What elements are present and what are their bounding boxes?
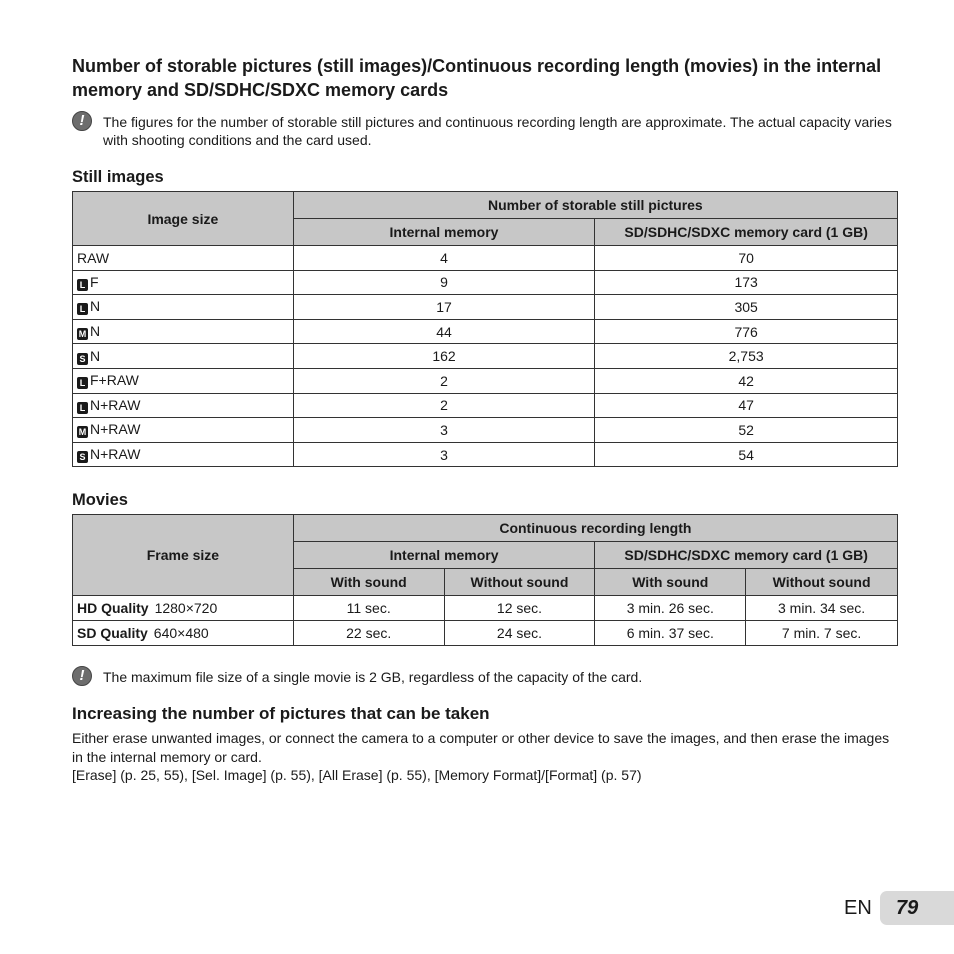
card-with-sound-cell: 3 min. 26 sec. <box>595 596 746 621</box>
card-with-sound-header: With sound <box>595 569 746 596</box>
quality-label: HD Quality <box>77 600 149 616</box>
table-row <box>73 368 898 393</box>
size-badge-icon: S <box>77 353 88 365</box>
capacity-note-text: The figures for the number of storable still pictures and continuous recording length are approximate. The actual capacity varies with shooting conditions and the card used. <box>103 114 892 148</box>
size-badge-icon: L <box>77 303 88 315</box>
recording-length-header: Continuous recording length <box>293 515 897 542</box>
image-size-cell <box>73 344 294 369</box>
internal-without-sound-cell: 12 sec. <box>444 596 595 621</box>
image-size-cell <box>73 442 294 467</box>
card-count-cell: 52 <box>595 418 898 443</box>
image-size-label: N <box>90 323 101 340</box>
table-row <box>73 295 898 320</box>
image-size-label: N <box>90 347 101 364</box>
caution-icon: ! <box>72 111 92 131</box>
internal-count-cell: 44 <box>293 319 595 344</box>
image-size-cell <box>73 270 294 295</box>
image-size-cell <box>73 418 294 443</box>
internal-count-cell: 3 <box>293 418 595 443</box>
internal-without-sound-cell: 24 sec. <box>444 621 595 646</box>
size-badge-icon: M <box>78 329 87 340</box>
increasing-pictures-body: Either erase unwanted images, or connect the camera to a computer or other device to save the images, and then erase the images in the internal memory or card. <box>72 730 890 765</box>
still-images-table <box>72 191 898 467</box>
card-count-cell: 776 <box>595 319 898 344</box>
memory-card-header: SD/SDHC/SDXC memory card (1 GB) <box>595 542 898 569</box>
internal-without-sound-header: Without sound <box>444 569 595 596</box>
image-size-label: N+RAW <box>90 446 141 463</box>
card-with-sound-cell: 6 min. 37 sec. <box>595 621 746 646</box>
size-badge-icon: L <box>77 402 88 414</box>
card-count-cell: 54 <box>595 442 898 467</box>
internal-count-cell: 162 <box>293 344 595 369</box>
resolution-label: 640×480 <box>153 625 209 641</box>
size-badge-icon: S <box>77 451 88 463</box>
table-row <box>73 246 898 271</box>
internal-with-sound-cell: 11 sec. <box>293 596 444 621</box>
card-without-sound-header: Without sound <box>746 569 898 596</box>
table-row <box>73 596 898 621</box>
image-size-cell <box>73 368 294 393</box>
internal-memory-header: Internal memory <box>293 219 595 246</box>
language-label: EN <box>844 897 872 919</box>
internal-count-cell: 17 <box>293 295 595 320</box>
internal-with-sound-cell: 22 sec. <box>293 621 444 646</box>
image-size-cell <box>73 319 294 344</box>
image-size-label: N+RAW <box>90 396 141 413</box>
table-row <box>73 442 898 467</box>
card-count-cell: 2,753 <box>595 344 898 369</box>
quality-label: SD Quality <box>77 625 148 641</box>
movies-table <box>72 514 898 646</box>
internal-count-cell: 2 <box>293 393 595 418</box>
card-count-cell: 305 <box>595 295 898 320</box>
internal-count-cell: 3 <box>293 442 595 467</box>
image-size-label: N <box>90 298 101 315</box>
table-row <box>73 621 898 646</box>
menu-references: [Erase] (p. 25, 55), [Sel. Image] (p. 55), [All Erase] (p. 55), [Memory Format]/[Format] (p. 57) <box>72 767 642 783</box>
frame-size-cell <box>73 596 294 621</box>
frame-size-header: Frame size <box>73 515 294 596</box>
card-count-cell: 173 <box>595 270 898 295</box>
card-count-cell: 70 <box>595 246 898 271</box>
image-size-cell <box>73 393 294 418</box>
page-number: 79 <box>880 891 954 925</box>
caution-icon: ! <box>72 666 92 686</box>
card-without-sound-cell: 3 min. 34 sec. <box>746 596 898 621</box>
page-heading: Number of storable pictures (still images)/Continuous recording length (movies) in the internal memory and SD/SDHC/SDXC memory cards <box>72 56 882 100</box>
frame-size-cell <box>73 621 294 646</box>
capacity-note <box>72 113 902 149</box>
increasing-pictures-heading: Increasing the number of pictures that can be taken <box>72 704 490 723</box>
table-row <box>73 393 898 418</box>
filesize-note-text: The maximum file size of a single movie is 2 GB, regardless of the capacity of the card. <box>103 669 643 685</box>
size-badge-icon: M <box>78 427 87 438</box>
image-size-cell <box>73 246 294 271</box>
image-size-label: N+RAW <box>90 421 141 438</box>
resolution-label: 1280×720 <box>154 600 218 616</box>
image-size-label: F <box>90 273 99 290</box>
internal-with-sound-header: With sound <box>293 569 444 596</box>
filesize-note <box>72 668 902 686</box>
still-images-title: Still images <box>72 168 164 186</box>
size-badge-icon: L <box>77 279 88 291</box>
table-row <box>73 344 898 369</box>
image-size-header: Image size <box>73 192 294 246</box>
storable-pictures-header: Number of storable still pictures <box>293 192 897 219</box>
memory-card-header: SD/SDHC/SDXC memory card (1 GB) <box>595 219 898 246</box>
card-without-sound-cell: 7 min. 7 sec. <box>746 621 898 646</box>
image-size-label: F+RAW <box>90 372 139 389</box>
table-row <box>73 319 898 344</box>
movies-title: Movies <box>72 491 128 509</box>
image-size-label: RAW <box>77 249 110 266</box>
size-badge-icon: L <box>77 377 88 389</box>
card-count-cell: 47 <box>595 393 898 418</box>
table-row <box>73 270 898 295</box>
card-count-cell: 42 <box>595 368 898 393</box>
internal-count-cell: 2 <box>293 368 595 393</box>
table-row <box>73 418 898 443</box>
internal-count-cell: 9 <box>293 270 595 295</box>
image-size-cell <box>73 295 294 320</box>
internal-memory-header: Internal memory <box>293 542 595 569</box>
internal-count-cell: 4 <box>293 246 595 271</box>
